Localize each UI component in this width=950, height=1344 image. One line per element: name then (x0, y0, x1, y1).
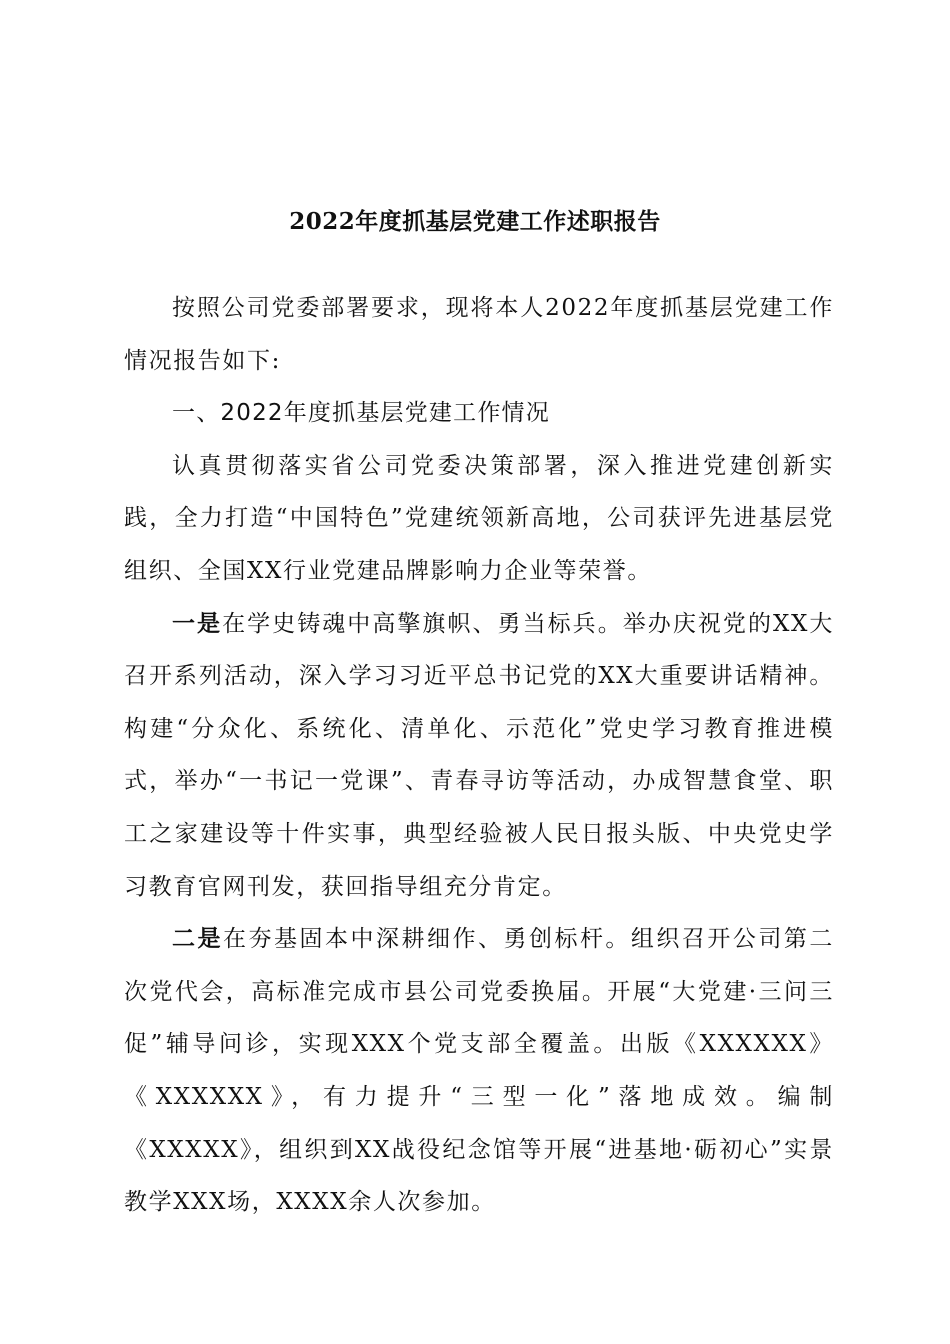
point-two-paragraph (124, 913, 834, 1229)
point-two-lead: 二是 (172, 926, 223, 953)
point-one-lead: 一是 (172, 610, 223, 637)
point-one-paragraph (124, 598, 834, 914)
point-two-text: 在夯基固本中深耕细作、勇创标杆。组织召开公司第二次党代会，高标准完成市县公司党委换届。开展“大党建·三问三促”辅导问诊，实现XXX个党支部全覆盖。出版《XXXXXX》《XXXXXX》，有力提升“三型一化”落地成效。编制《XXXXX》，组织到XX战役纪念馆等开展“进基地·砺初心”实景教学XXX场，XXXX余人次参加。 (124, 926, 834, 1216)
document-title: 2022年度抓基层党建工作述职报告 (289, 208, 661, 235)
intro-paragraph: 按照公司党委部署要求，现将本人2022年度抓基层党建工作情况报告如下: (124, 295, 834, 374)
section-paragraph: 认真贯彻落实省公司党委决策部署，深入推进党建创新实践，全力打造“中国特色”党建统领新高地，公司获评先进基层党组织、全国XX行业党建品牌影响力企业等荣誉。 (124, 452, 834, 584)
point-one-text: 在学史铸魂中高擎旗帜、勇当标兵。举办庆祝党的XX大召开系列活动，深入学习习近平总书记党的XX大重要讲话精神。构建“分众化、系统化、清单化、示范化”党史学习教育推进模式，举办“一书记一党课”、青春寻访等活动，办成智慧食堂、职工之家建设等十件实事，典型经验被人民日报头版、中央党史学习教育官网刊发，获回指导组充分肯定。 (124, 610, 835, 900)
section-heading: 一、2022年度抓基层党建工作情况 (172, 400, 550, 427)
document-body (124, 282, 834, 1229)
